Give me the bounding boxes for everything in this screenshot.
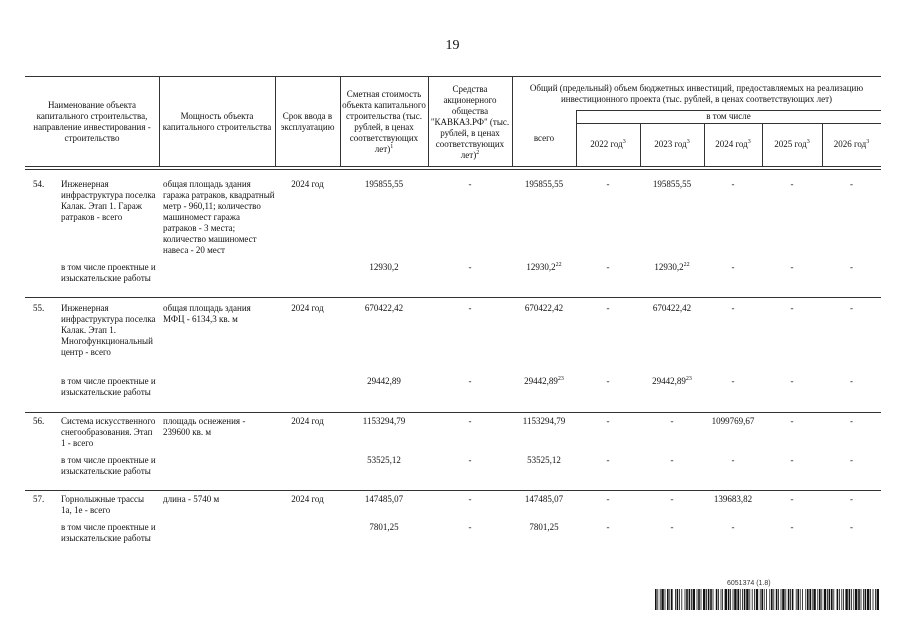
- row-capacity: площадь оснежения - 239600 кв. м: [163, 416, 246, 437]
- barcode-bar: [665, 589, 666, 610]
- row-2026: -: [850, 494, 853, 504]
- row-2024: -: [731, 522, 735, 532]
- row-total: 12930,2$^{22}$: [526, 262, 562, 272]
- barcode-bar: [788, 589, 790, 610]
- barcode-bar: [697, 589, 698, 610]
- barcode: [655, 589, 880, 610]
- row-2022: -: [606, 522, 610, 532]
- row-name: Инженерная инфраструктура поселка Калак. Этап 1. Гараж ратраков - всего: [61, 179, 156, 222]
- row-2026: -: [850, 303, 853, 313]
- barcode-bar: [718, 589, 719, 610]
- row-2024: -: [731, 376, 735, 386]
- row-funds: -: [468, 179, 472, 189]
- row-2022: -: [606, 376, 610, 386]
- barcode-bar: [824, 589, 826, 610]
- row-name: в том числе проектные и изыскательские работы: [61, 376, 156, 397]
- barcode-bar: [817, 589, 818, 610]
- row-2026: -: [850, 416, 853, 426]
- row-estimate: 7801,25: [369, 522, 399, 532]
- row-capacity: общая площадь здания гаража ратраков, квадратный метр - 960,11; количество машиномест гаража ратраков - 3 места; количество машиномест навеса - 20 мест: [163, 179, 275, 255]
- row-term: 2024 год: [291, 416, 324, 426]
- row-2025: -: [790, 455, 794, 465]
- barcode-bar: [833, 589, 834, 610]
- barcode-bar: [858, 589, 860, 610]
- header-name: Наименование объекта капитального строительства, направление инвестирования - строительство: [33, 100, 151, 143]
- row-2023: 195855,55: [652, 179, 692, 189]
- barcode-bar: [781, 589, 782, 610]
- barcode-bar: [841, 589, 842, 610]
- page-number: 19: [445, 38, 460, 53]
- row-2025: -: [790, 303, 794, 313]
- barcode-bar: [706, 589, 707, 610]
- barcode-bar: [671, 589, 673, 610]
- barcode-bar: [863, 589, 864, 610]
- row-number: 55.: [33, 303, 45, 313]
- header-term: Срок ввода в эксплуатацию: [280, 111, 335, 132]
- barcode-bar: [769, 589, 770, 610]
- header-total: всего: [533, 132, 555, 143]
- row-term: 2024 год: [291, 494, 324, 504]
- barcode-bar: [657, 589, 658, 610]
- barcode-bar: [796, 589, 797, 610]
- row-estimate: 12930,2: [369, 262, 399, 272]
- barcode-bar: [722, 589, 723, 610]
- barcode-bar: [744, 589, 746, 610]
- barcode-bar: [728, 589, 730, 610]
- row-2026: -: [850, 522, 853, 532]
- barcode-bar: [660, 589, 661, 610]
- row-name: в том числе проектные и изыскательские работы: [61, 455, 156, 476]
- row-funds: -: [468, 303, 472, 313]
- row-number: 57.: [33, 494, 45, 504]
- barcode-bar: [851, 589, 852, 610]
- barcode-bar: [693, 589, 695, 610]
- barcode-bar: [677, 589, 679, 610]
- barcode-bar: [742, 589, 743, 610]
- row-estimate: 1153294,79: [362, 416, 406, 426]
- barcode-bar: [667, 589, 669, 610]
- barcode-bar: [792, 589, 794, 610]
- row-estimate: 147485,07: [364, 494, 404, 504]
- header-capacity: Мощность объекта капитального строительства: [162, 111, 272, 132]
- row-number: 56.: [33, 416, 45, 426]
- row-2022: -: [606, 416, 610, 426]
- row-total: 53525,12: [527, 455, 561, 465]
- barcode-bar: [701, 589, 702, 610]
- header-year-2023: 2023 год$^3$: [654, 139, 690, 149]
- barcode-bar: [655, 589, 657, 610]
- row-2023: -: [670, 416, 674, 426]
- barcode-bar: [867, 589, 869, 610]
- barcode-bar: [713, 589, 714, 610]
- barcode-bar: [807, 589, 809, 610]
- row-2024: 139683,82: [713, 494, 753, 504]
- header-year-2025: 2025 год$^3$: [774, 139, 810, 149]
- barcode-bar: [756, 589, 758, 610]
- barcode-bar: [679, 589, 680, 610]
- barcode-bar: [749, 589, 750, 610]
- barcode-bar: [685, 589, 686, 610]
- row-funds: -: [468, 416, 472, 426]
- barcode-bar: [760, 589, 761, 610]
- barcode-bar: [681, 589, 682, 610]
- row-2025: -: [790, 494, 794, 504]
- barcode-bar: [737, 589, 739, 610]
- barcode-bar: [669, 589, 670, 610]
- row-term: 2024 год: [291, 303, 324, 313]
- row-2023: 12930,2$^{22}$: [654, 262, 690, 272]
- row-estimate: 195855,55: [364, 179, 404, 189]
- barcode-bar: [843, 589, 844, 610]
- barcode-bar: [689, 589, 691, 610]
- barcode-bar: [725, 589, 727, 610]
- barcode-bar: [778, 589, 779, 610]
- row-funds: -: [468, 494, 472, 504]
- barcode-bar: [761, 589, 763, 610]
- row-total: 147485,07: [524, 494, 564, 504]
- row-2025: -: [790, 179, 794, 189]
- row-term: 2024 год: [291, 179, 324, 189]
- barcode-bar: [831, 589, 833, 610]
- row-2025: -: [790, 376, 794, 386]
- barcode-bar: [721, 589, 722, 610]
- row-2026: -: [850, 455, 853, 465]
- row-2022: -: [606, 179, 610, 189]
- barcode-bar: [837, 589, 839, 610]
- barcode-bar: [819, 589, 821, 610]
- barcode-bar: [805, 589, 806, 610]
- row-2022: -: [606, 303, 610, 313]
- barcode-bar: [875, 589, 876, 610]
- row-2023: -: [670, 522, 674, 532]
- row-total: 7801,25: [529, 522, 559, 532]
- row-total: 195855,55: [524, 179, 564, 189]
- row-2026: -: [850, 179, 853, 189]
- barcode-bar: [855, 589, 857, 610]
- row-2024: -: [731, 179, 735, 189]
- barcode-bar: [812, 589, 813, 610]
- row-2024: -: [731, 455, 735, 465]
- row-funds: -: [468, 376, 472, 386]
- barcode-bar: [853, 589, 854, 610]
- barcode-bar: [870, 589, 871, 610]
- barcode-bar: [773, 589, 774, 610]
- row-2023: -: [670, 494, 674, 504]
- row-2023: -: [670, 455, 674, 465]
- barcode-bar: [790, 589, 791, 610]
- barcode-bar: [785, 589, 786, 610]
- header-year-2024: 2024 год$^3$: [715, 139, 751, 149]
- barcode-bar: [746, 589, 748, 610]
- row-2026: -: [850, 376, 853, 386]
- row-2025: -: [790, 522, 794, 532]
- barcode-bar: [800, 589, 801, 610]
- row-2022: -: [606, 262, 610, 272]
- header-total-group: Общий (предельный) объем бюджетных инвестиций, предоставляемых на реализацию инвестиционного проекта (тыс. рублей, в ценах соответствующих лет): [529, 83, 864, 104]
- row-2024: -: [731, 262, 735, 272]
- barcode-bar: [813, 589, 815, 610]
- row-total: 670422,42: [524, 303, 564, 313]
- barcode-bar: [849, 589, 851, 610]
- barcode-bar: [708, 589, 710, 610]
- barcode-bar: [782, 589, 784, 610]
- barcode-bar: [661, 589, 663, 610]
- row-total: 1153294,79: [522, 416, 566, 426]
- barcode-bar: [698, 589, 700, 610]
- row-2025: -: [790, 416, 794, 426]
- barcode-bar: [797, 589, 799, 610]
- barcode-bar: [740, 589, 741, 610]
- header-incl: в том числе: [706, 111, 751, 121]
- barcode-bar: [865, 589, 867, 610]
- barcode-bar: [710, 589, 712, 610]
- row-estimate: 29442,89: [367, 376, 401, 386]
- row-2024: -: [731, 303, 735, 313]
- row-name: Инженерная инфраструктура поселка Калак. Этап 1. Многофункциональный центр - всего: [61, 303, 156, 357]
- barcode-bar: [821, 589, 822, 610]
- barcode-bar: [733, 589, 734, 610]
- barcode-bar: [877, 589, 879, 610]
- barcode-bar: [734, 589, 736, 610]
- row-total: 29442,89$^{23}$: [524, 376, 564, 386]
- barcode-bar: [861, 589, 862, 610]
- barcode-bar: [703, 589, 705, 610]
- barcode-bar: [675, 589, 676, 610]
- barcode-bar: [730, 589, 731, 610]
- barcode-bar: [754, 589, 755, 610]
- row-name: Система искусственного снегообразования. Этап 1 - всего: [61, 416, 156, 448]
- row-2026: -: [850, 262, 853, 272]
- row-name: Горнолыжные трассы 1а, 1е - всего: [61, 494, 145, 515]
- header-year-2026: 2026 год$^3$: [833, 139, 870, 149]
- barcode-bar: [686, 589, 688, 610]
- row-capacity: общая площадь здания МФЦ - 6134,3 кв. м: [163, 303, 251, 324]
- row-name: в том числе проектные и изыскательские работы: [61, 262, 156, 283]
- barcode-bar: [873, 589, 874, 610]
- row-name: в том числе проектные и изыскательские работы: [61, 522, 156, 543]
- header-year-2022: 2022 год$^3$: [590, 139, 626, 149]
- barcode-bar: [839, 589, 840, 610]
- header-funds: Средства акционерного общества "КАВКАЗ.РФ" (тыс. рублей, в ценах соответствующих лет)$^2$: [430, 83, 510, 160]
- barcode-bar: [691, 589, 692, 610]
- row-2025: -: [790, 262, 794, 272]
- row-estimate: 53525,12: [367, 455, 401, 465]
- row-funds: -: [468, 262, 472, 272]
- row-2022: -: [606, 494, 610, 504]
- barcode-bar: [752, 589, 753, 610]
- barcode-bar: [764, 589, 765, 610]
- barcode-label: 6051374 (1.8): [727, 580, 771, 587]
- barcode-bar: [845, 589, 847, 610]
- row-2023: 670422,42: [652, 303, 692, 313]
- barcode-bar: [829, 589, 831, 610]
- row-number: 54.: [33, 179, 45, 189]
- row-funds: -: [468, 522, 472, 532]
- row-funds: -: [468, 455, 472, 465]
- row-2024: 1099769,67: [711, 416, 755, 426]
- barcode-bar: [809, 589, 811, 610]
- barcode-bar: [771, 589, 773, 610]
- barcode-bar: [776, 589, 778, 610]
- row-2023: 29442,89$^{23}$: [652, 376, 692, 386]
- barcode-bar: [716, 589, 718, 610]
- barcode-bar: [766, 589, 767, 610]
- row-estimate: 670422,42: [364, 303, 404, 313]
- barcode-bar: [802, 589, 803, 610]
- header-estimate: Сметная стоимость объекта капитального строительства (тыс. рублей, в ценах соответствующих лет)$^1$: [342, 89, 426, 154]
- row-capacity: длина - 5740 м: [163, 494, 220, 504]
- barcode-bar: [827, 589, 828, 610]
- row-2022: -: [606, 455, 610, 465]
